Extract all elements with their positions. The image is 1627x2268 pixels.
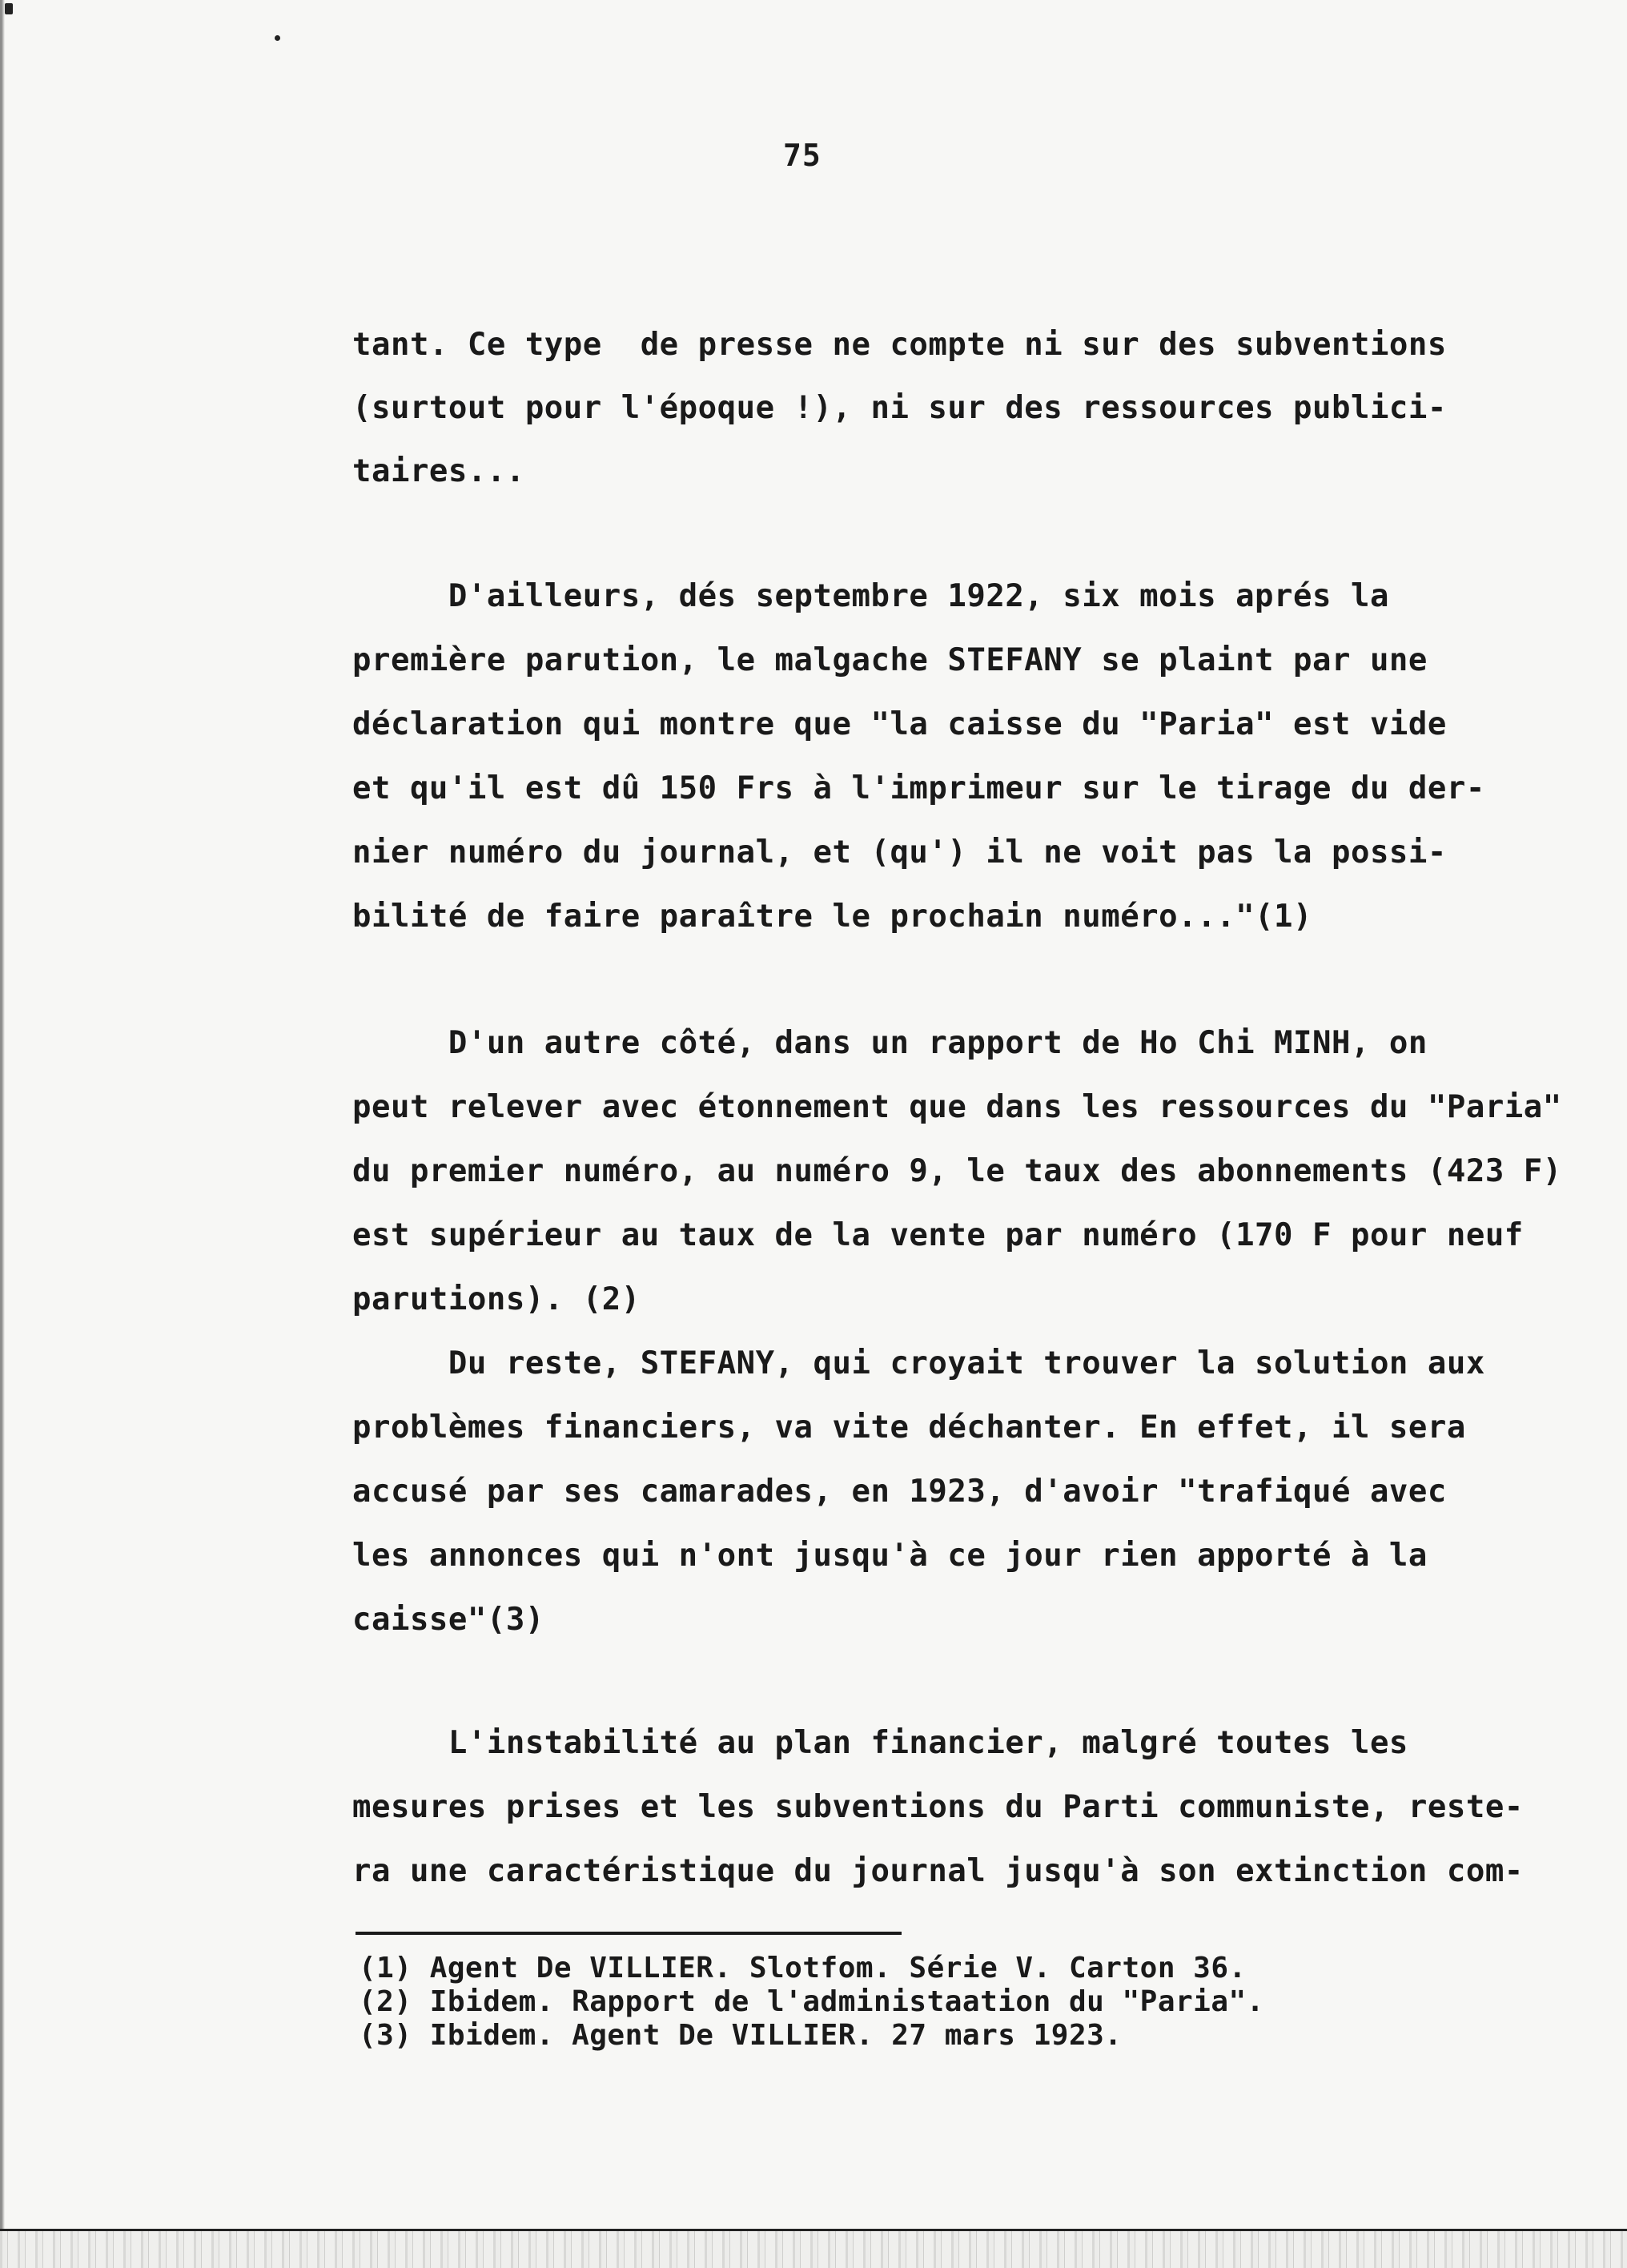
body-text-line: accusé par ses camarades, en 1923, d'avoir "trafiqué avec	[352, 1474, 1447, 1510]
body-text-line: les annonces qui n'ont jusqu'à ce jour rien apporté à la	[352, 1538, 1428, 1574]
body-text-line: problèmes financiers, va vite déchanter. En effet, il sera	[352, 1409, 1466, 1446]
body-text-line: et qu'il est dû 150 Frs à l'imprimeur sur le tirage du der-	[352, 770, 1485, 806]
body-text-line: du premier numéro, au numéro 9, le taux des abonnements (423 F)	[352, 1153, 1562, 1189]
body-text-line: est supérieur au taux de la vente par numéro (170 F pour neuf	[352, 1217, 1524, 1253]
footnote: (2) Ibidem. Rapport de l'administaation du "Paria".	[359, 1985, 1264, 2018]
footnote-separator	[356, 1932, 902, 1935]
body-text-line: L'instabilité au plan financier, malgré toutes les	[352, 1725, 1408, 1761]
body-text-line: Du reste, STEFANY, qui croyait trouver la solution aux	[352, 1345, 1485, 1381]
body-text-line: ra une caractéristique du journal jusqu'à son extinction com-	[352, 1853, 1524, 1889]
body-text-line: mesures prises et les subventions du Parti communiste, reste-	[352, 1789, 1524, 1825]
scan-speck	[5, 3, 13, 14]
body-text-line: D'ailleurs, dés septembre 1922, six mois aprés la	[352, 578, 1389, 614]
body-text-line: D'un autre côté, dans un rapport de Ho Chi MINH, on	[352, 1025, 1428, 1061]
body-text-line: première parution, le malgache STEFANY se plaint par une	[352, 642, 1428, 678]
body-text-line: tant. Ce type de presse ne compte ni sur des subventions	[352, 327, 1447, 363]
page-number: 75	[783, 138, 822, 173]
body-text-line: parutions). (2)	[352, 1281, 641, 1317]
body-text-line: bilité de faire paraître le prochain numéro..."(1)	[352, 899, 1312, 935]
scan-speck	[275, 35, 280, 41]
body-text-line: caisse"(3)	[352, 1602, 544, 1638]
scan-bottom-strip	[0, 2229, 1627, 2268]
footnote: (1) Agent De VILLIER. Slotfom. Série V. Carton 36.	[359, 1952, 1247, 1984]
body-text-line: (surtout pour l'époque !), ni sur des ressources publici-	[352, 390, 1447, 426]
scan-left-edge	[0, 0, 5, 2268]
body-text-line: peut relever avec étonnement que dans les ressources du "Paria"	[352, 1089, 1562, 1125]
footnote: (3) Ibidem. Agent De VILLIER. 27 mars 1923.	[359, 2019, 1123, 2052]
body-text-line: nier numéro du journal, et (qu') il ne voit pas la possi-	[352, 834, 1447, 871]
body-text-line: taires...	[352, 453, 525, 489]
body-text-line: déclaration qui montre que "la caisse du "Paria" est vide	[352, 706, 1447, 742]
